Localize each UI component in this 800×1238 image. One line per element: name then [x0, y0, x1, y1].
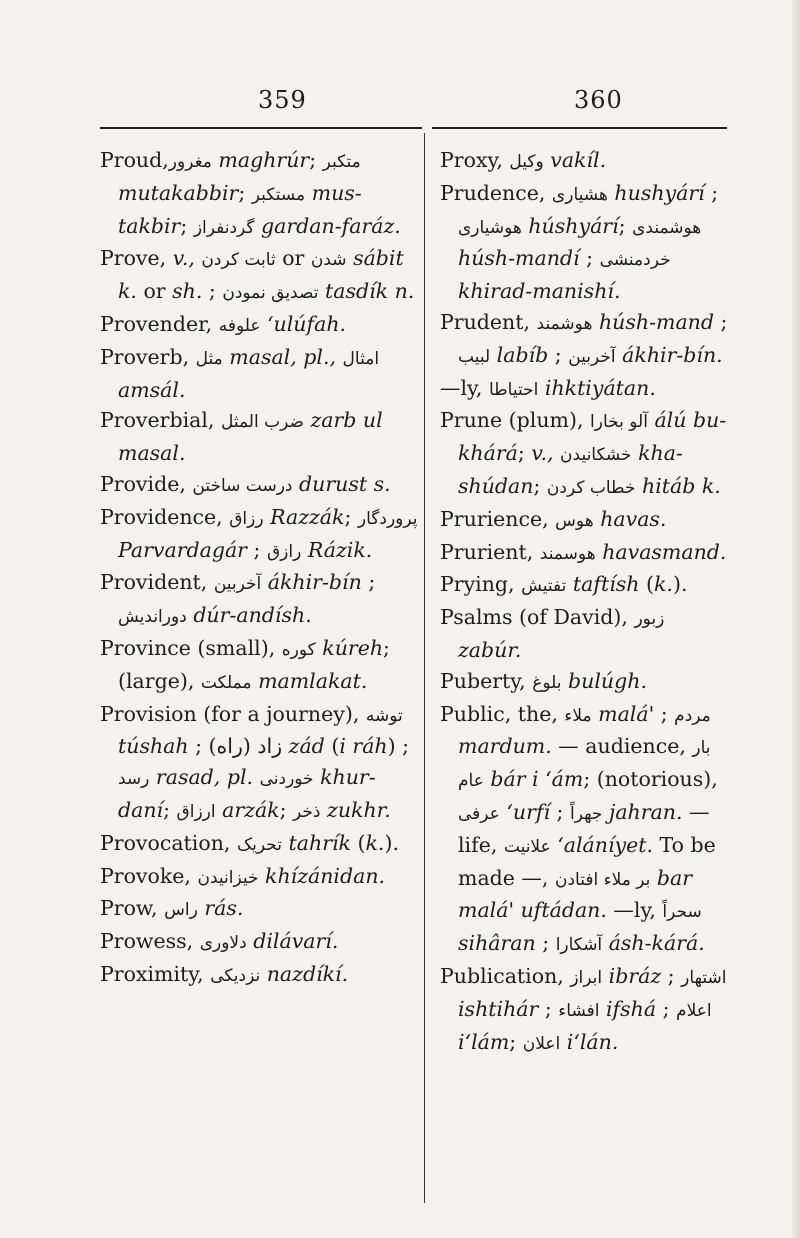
persian-term: زبور [634, 609, 665, 630]
transliteration: iʻlám [458, 1029, 510, 1054]
entry-text: ; [517, 441, 532, 466]
dictionary-entry [440, 699, 732, 961]
entry-text: ; [656, 996, 677, 1021]
transliteration: masal, [229, 344, 297, 369]
entry-text: ; [654, 701, 675, 726]
persian-term: اشتهار [681, 967, 727, 988]
dictionary-entry [100, 959, 418, 992]
persian-term: دوراندیش [118, 607, 187, 628]
persian-term: مغرور [168, 152, 212, 172]
persian-term: احتیاطا [488, 379, 539, 400]
persian-term: هوشیاری [458, 217, 522, 238]
entry-text: ; (notorious), [583, 767, 718, 792]
transliteration: ʻulúfah. [267, 311, 347, 336]
entry-headword: Proud, [100, 148, 169, 172]
entry-text: ; (راه) زاد [188, 734, 289, 759]
entry-text: ; [509, 1029, 523, 1054]
entry-headword: Provide, [100, 471, 186, 496]
entry-text: ; [180, 213, 194, 238]
entry-headword: Prurience, [440, 506, 549, 531]
transliteration: dúr-andísh. [193, 603, 312, 628]
page-number-right: 360 [574, 86, 623, 114]
entry-text: ; [579, 246, 600, 271]
entry-text: (plum), [502, 408, 591, 433]
page-number-left: 359 [258, 86, 307, 114]
entry-headword: Puberty, [440, 668, 526, 693]
persian-term: آلو بخارا [590, 412, 648, 433]
persian-term: رزاق [229, 508, 264, 529]
transliteration: maghrúr [218, 148, 310, 172]
persian-term: سحراً [662, 902, 702, 923]
persian-term: جهراً [569, 803, 603, 824]
persian-term: پروردگار [357, 508, 418, 529]
persian-term: دلاوری [199, 933, 247, 954]
right-column [440, 145, 732, 1059]
transliteration: rás. [204, 896, 244, 921]
entry-text: ; [538, 996, 559, 1021]
header-rule-right [432, 127, 727, 129]
entry-text: ( [324, 734, 340, 759]
entry-text: ). [672, 572, 688, 597]
transliteration: túshah [118, 734, 189, 759]
transliteration: jahran. [608, 799, 683, 824]
persian-term: امثال [342, 348, 380, 369]
entry-text: ; [550, 799, 570, 824]
persian-term: رسد [118, 769, 150, 790]
entry-headword: Prying, [440, 572, 515, 597]
persian-term: هشیاری [551, 184, 608, 205]
dictionary-entry [100, 893, 418, 926]
transliteration: labíb [496, 342, 549, 367]
transliteration: ishtihár [458, 996, 539, 1021]
dictionary-entry [100, 502, 418, 568]
dictionary-entry [100, 861, 418, 894]
persian-term: آشکارا [555, 935, 603, 956]
persian-term: متکبر [322, 152, 361, 172]
persian-term: خیزانیدن [197, 867, 259, 888]
persian-term: عرفی [458, 803, 500, 824]
persian-term: بر ملاء افتادن [554, 869, 651, 890]
transliteration: hushyárí [614, 180, 705, 205]
persian-term: ارزاق [176, 801, 216, 822]
entry-headword: Proverb, [100, 344, 190, 369]
transliteration: malá' [598, 701, 655, 726]
transliteration: i ráh [339, 734, 388, 759]
transliteration: gardan-faráz. [261, 213, 401, 238]
dictionary-entry [440, 602, 732, 666]
entry-text: ; [238, 180, 252, 205]
entry-headword: —ly, [440, 375, 483, 400]
persian-term: مملکت [200, 672, 252, 693]
dictionary-entry [100, 828, 418, 861]
entry-headword: Provision [100, 701, 197, 726]
transliteration: ásh-kárá. [608, 931, 705, 956]
dictionary-entry [440, 178, 732, 307]
entry-headword: Prove, [100, 246, 167, 271]
dictionary-entry [440, 373, 732, 406]
dictionary-entry [440, 307, 732, 373]
dictionary-entry [440, 504, 732, 537]
persian-term: ذخر [293, 801, 321, 822]
persian-term: درست ساختن [192, 475, 293, 496]
persian-term: مثل [195, 348, 223, 369]
transliteration: hitáb k. [642, 473, 721, 498]
transliteration: iʻlán. [566, 1029, 619, 1054]
persian-term: مستکبر [251, 184, 306, 205]
transliteration: zarb ul masal. [118, 408, 383, 466]
entry-text: (of David), [512, 605, 635, 630]
transliteration: ʻaláníyet. [557, 832, 653, 857]
entry-headword: Prudence, [440, 180, 546, 205]
persian-term: هوس [555, 510, 594, 531]
transliteration: tasdík n. [324, 279, 415, 304]
persian-term: آخربین [568, 346, 616, 367]
transliteration: ihktiyátan. [544, 375, 656, 400]
dictionary-entry [100, 699, 418, 828]
dictionary-entry [440, 537, 732, 570]
entry-text: ; [247, 537, 267, 562]
persian-term: ضرب المثل [220, 412, 304, 433]
entry-text: ; (large), [118, 635, 390, 693]
entry-text: —ly, [606, 898, 663, 923]
transliteration: húshyárí [528, 213, 619, 238]
entry-headword: Proxy, [440, 148, 503, 172]
transliteration: sábit k. [118, 246, 404, 304]
persian-term: تصدیق نمودن [222, 283, 319, 304]
entry-text: ; [202, 279, 223, 304]
entry-headword: Prurient, [440, 539, 534, 564]
entry-text: ( [350, 830, 366, 855]
entry-headword: Provident, [100, 570, 208, 595]
transliteration: sihâran [458, 931, 536, 956]
entry-text: ; [618, 213, 633, 238]
entry-headword: Providence, [100, 504, 223, 529]
transliteration: Rázik. [307, 537, 373, 562]
dictionary-entry [440, 569, 732, 602]
grammar-label: pl. [226, 765, 254, 790]
persian-term: بار عام [458, 738, 711, 792]
entry-text: ; [535, 931, 556, 956]
transliteration: zabúr. [458, 637, 522, 662]
persian-term: لبیب [458, 346, 491, 367]
transliteration: khirad-manishí. [458, 279, 621, 304]
entry-headword: Provender, [100, 311, 213, 336]
persian-term: راس [164, 900, 198, 921]
persian-term: هوشمندی [632, 217, 702, 238]
persian-term: نزدیکی [210, 965, 261, 986]
entry-text: ; [661, 963, 682, 988]
grammar-label: pl., [303, 344, 337, 369]
persian-term: خطاب کردن [546, 477, 636, 498]
dictionary-entry [440, 405, 732, 503]
left-column [100, 145, 418, 992]
transliteration: vakíl. [550, 148, 607, 172]
transliteration: sh. [172, 279, 203, 304]
persian-term: علانیت [503, 836, 551, 857]
entry-text: or [136, 279, 173, 304]
transliteration: tahrík [288, 830, 351, 855]
transliteration: ákhir-bín [267, 570, 362, 595]
entry-text: ; [548, 342, 569, 367]
entry-headword: Proverbial, [100, 408, 215, 433]
entry-text: — audience, [551, 734, 693, 759]
entry-text: ; [279, 797, 294, 822]
entry-text: ; [704, 180, 719, 205]
entry-headword: Prudent, [440, 309, 531, 334]
persian-term: اعلان [522, 1033, 561, 1054]
transliteration: zád [288, 734, 325, 759]
persian-term: آخربین [213, 574, 262, 595]
entry-text: (for a journey), [196, 701, 366, 726]
transliteration: ifshá [606, 996, 657, 1021]
persian-term: خشکانیدن [560, 445, 632, 466]
dictionary-entry [100, 567, 418, 633]
dictionary-entry [100, 309, 418, 342]
transliteration: taftísh [572, 572, 640, 597]
transliteration: Razzák [270, 504, 345, 529]
dictionary-entry [100, 926, 418, 959]
persian-term: تحریک [236, 834, 282, 855]
entry-headword: Provoke, [100, 863, 191, 888]
dictionary-entry [100, 633, 418, 699]
transliteration: dilávarí. [253, 929, 339, 954]
transliteration: mardum. [458, 734, 552, 759]
dictionary-entry [100, 469, 418, 502]
dictionary-entry [440, 961, 732, 1059]
dictionary-entry [100, 342, 418, 406]
persian-term: ابراز [570, 967, 603, 988]
entry-text: — life, [458, 799, 710, 857]
dictionary-entry [440, 666, 732, 699]
dictionary-entry [100, 243, 418, 309]
persian-term: بلوغ [532, 672, 562, 693]
transliteration: amsál. [118, 377, 186, 402]
transliteration: mutakabbir [118, 180, 239, 205]
persian-term: وکیل [509, 152, 544, 172]
entry-headword: Prowess, [100, 929, 194, 954]
column-divider [424, 133, 425, 1203]
transliteration: ʻurfí [506, 799, 551, 824]
grammar-label: v., [166, 246, 195, 271]
transliteration: mamlakat. [258, 668, 368, 693]
transliteration: havasmand. [602, 539, 727, 564]
entry-text: ; [714, 309, 728, 334]
grammar-label: v., [531, 441, 554, 466]
persian-term: مردم [674, 705, 711, 726]
entry-headword: Proximity, [100, 961, 204, 986]
entry-headword: Public, [440, 701, 512, 726]
transliteration: ákhir-bín. [622, 342, 723, 367]
transliteration: Parvardagár [118, 537, 247, 562]
entry-text: ; [163, 797, 177, 822]
persian-term: ثابت کردن [201, 250, 276, 271]
transliteration: ibráz [608, 963, 662, 988]
dictionary-entry [100, 145, 418, 243]
transliteration: húsh-mand [598, 309, 714, 334]
entry-text: ; [533, 473, 547, 498]
persian-term: خردمنشی [599, 250, 671, 271]
persian-term: توشه [365, 705, 403, 726]
persian-term: افشاء [558, 1000, 600, 1021]
entry-text: ). [384, 830, 399, 855]
transliteration: kha-shúdan [458, 441, 683, 498]
entry-text: ; [361, 570, 376, 595]
persian-term: رازق [266, 541, 302, 562]
transliteration: durust s. [299, 471, 391, 496]
entry-text: (small), [190, 635, 282, 660]
persian-term: هوسمند [539, 543, 596, 564]
entry-text: ) ; [387, 734, 410, 759]
entry-text: To be made —, [458, 832, 716, 890]
entry-text: ; [309, 148, 323, 172]
transliteration: arzák [222, 797, 280, 822]
persian-term: خوردنی [259, 769, 314, 790]
transliteration: khur-daní [118, 765, 376, 822]
persian-term: علوفه [218, 315, 261, 336]
transliteration: zukhr. [327, 797, 391, 822]
persian-term: هوشمند [536, 313, 593, 334]
transliteration: bar malá' uftádan. [458, 865, 693, 923]
transliteration: húsh-mandí [458, 246, 580, 271]
entry-text: ; [344, 504, 358, 529]
entry-headword: Province [100, 635, 191, 660]
entry-headword: Psalms [440, 605, 513, 630]
entry-text: the, [511, 701, 565, 726]
transliteration: bulúgh. [568, 668, 647, 693]
transliteration: bár i ʻám [490, 767, 584, 792]
transliteration: k. [654, 572, 673, 597]
transliteration: khízánidan. [265, 863, 386, 888]
transliteration: havas. [600, 506, 667, 531]
entry-headword: Provocation, [100, 830, 231, 855]
transliteration: kúreh [322, 635, 384, 660]
page-edge-shadow [792, 0, 800, 1238]
header-rule-left [100, 127, 422, 129]
entry-text: ( [639, 572, 654, 597]
transliteration: mus-takbir [118, 180, 362, 238]
dictionary-entry [100, 405, 418, 469]
dictionary-entry [440, 145, 732, 178]
persian-term: گردنفراز [193, 217, 255, 238]
entry-text: or [275, 246, 311, 271]
transliteration: k. [365, 830, 385, 855]
transliteration: álú bu-khárá [458, 408, 727, 466]
persian-term: تفتیش [521, 576, 567, 597]
persian-term: اعلام [676, 1000, 712, 1021]
entry-headword: Prow, [100, 896, 158, 921]
transliteration: nazdíkí. [266, 961, 349, 986]
persian-term: شدن [310, 250, 347, 271]
persian-term: ملاء [564, 705, 592, 726]
entry-headword: Publication, [440, 963, 564, 988]
persian-term: کوره [281, 639, 316, 660]
entry-headword: Prune [440, 408, 503, 433]
transliteration: rasad, [155, 765, 221, 790]
